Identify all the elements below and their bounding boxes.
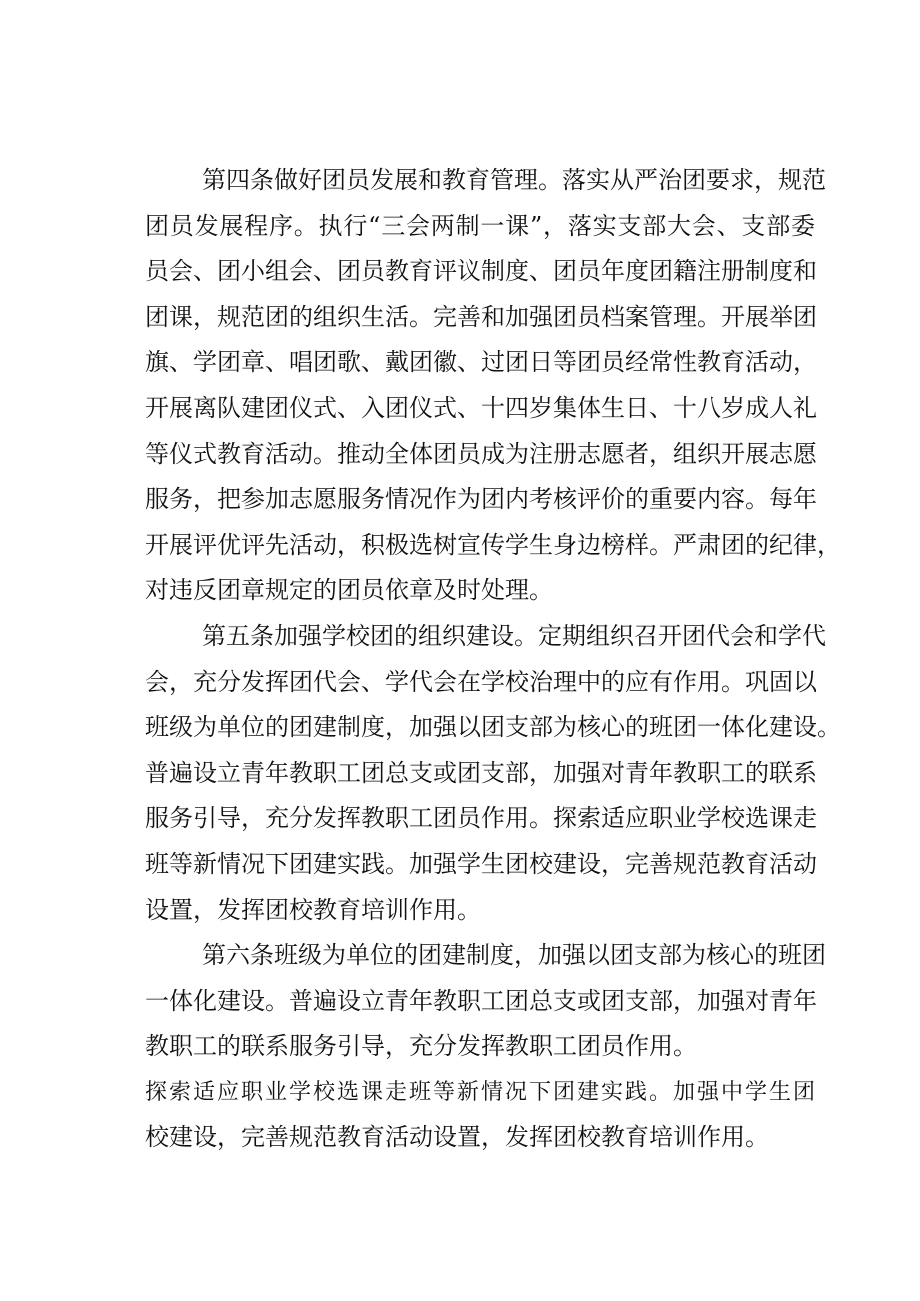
text-line: 旗、学团章、唱团歌、戴团徽、过团日等团员经常性教育活动， [145, 348, 817, 377]
text-line: 员会、团小组会、团员教育评议制度、团员年度团籍注册制度和 [145, 257, 817, 286]
text-line: 教职工的联系服务引导，充分发挥教职工团员作用。 [145, 1032, 697, 1061]
text-line: 普遍设立青年教职工团总支或团支部，加强对青年教职工的联系 [145, 758, 817, 787]
text-line: 等仪式教育活动。推动全体团员成为注册志愿者，组织开展志愿 [145, 439, 817, 468]
paragraph-article-5 [145, 614, 841, 933]
text-line: 一体化建设。普遍设立青年教职工团总支或团支部，加强对青年 [145, 986, 817, 1015]
text-line: 开展评优评先活动，积极选树宣传学生身边榜样。严肃团的纪律， [145, 530, 841, 559]
text-line: 第五条加强学校团的组织建设。定期组织召开团代会和学代 [202, 621, 826, 650]
text-line: 对违反团章规定的团员依章及时处理。 [145, 576, 553, 605]
text-line: 服务引导，充分发挥教职工团员作用。探索适应职业学校选课走 [145, 804, 817, 833]
text-line: 第四条做好团员发展和教育管理。落实从严治团要求，规范 [202, 166, 826, 194]
text-line: 校建设，完善规范教育活动设置，发挥团校教育培训作用。 [145, 1123, 769, 1152]
text-line: 探索适应职业学校选课走班等新情况下团建实践。加强中学生团 [145, 1079, 815, 1105]
text-line: 设置，发挥团校教育培训作用。 [145, 895, 481, 924]
text-line: 开展离队建团仪式、入团仪式、十四岁集体生日、十八岁成人礼 [145, 393, 817, 422]
paragraph-article-4 [145, 158, 841, 614]
text-line: 班级为单位的团建制度，加强以团支部为核心的班团一体化建设。 [145, 713, 841, 742]
paragraph-article-6 [145, 933, 826, 1161]
text-line: 团员发展程序。执行“三会两制一课”，落实支部大会、支部委 [145, 211, 815, 240]
text-line: 第六条班级为单位的团建制度，加强以团支部为核心的班团 [202, 941, 826, 970]
text-line: 会，充分发挥团代会、学代会在学校治理中的应有作用。巩固以 [145, 667, 817, 696]
text-line: 班等新情况下团建实践。加强学生团校建设，完善规范教育活动 [145, 849, 817, 878]
text-line: 服务，把参加志愿服务情况作为团内考核评价的重要内容。每年 [145, 485, 817, 514]
text-line: 团课，规范团的组织生活。完善和加强团员档案管理。开展举团 [145, 302, 817, 331]
document-body [145, 158, 841, 1161]
